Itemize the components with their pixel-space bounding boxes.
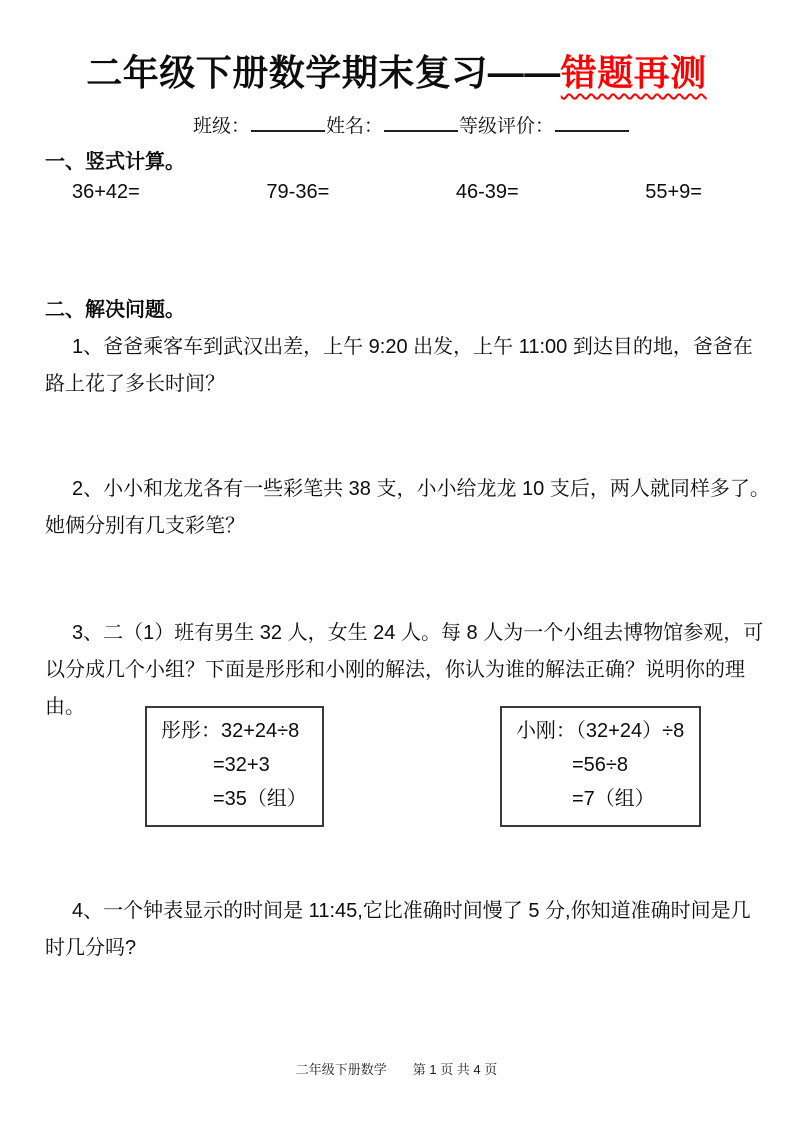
page-title-highlight: 错题再测 [560,52,707,93]
footer-course-name: 二年级下册数学 [295,1062,387,1077]
footer-page-number: 第 1 页 共 4 页 [412,1062,498,1077]
question-1-line-1: 1、爸爸乘客车到武汉出差，上午 9:20 出发，上午 11:00 到达目的地，爸爸在 [72,336,753,358]
grade-label: 等级评价： [459,116,555,137]
page-title [0,0,793,95]
grade-blank-line [555,111,629,132]
name-label: 姓名： [325,116,383,137]
section-2-heading: 二、解决问题。 [45,299,185,321]
tongtong-solution-line-1: 彤彤：32+24÷8 [161,720,300,742]
tongtong-solution-line-2: =32+3 [213,754,270,776]
xiaogang-solution-line-1: 小刚：（32+24）÷8 [515,720,685,742]
solution-boxes-row [145,706,748,827]
question-2-line-2: 她俩分别有几支彩笔？ [45,515,245,537]
question-3-line-1: 3、二（1）班有男生 32 人，女生 24 人。每 8 人为一个小组去博物馆参观，可 [72,622,764,644]
question-3-line-3: 由。 [45,696,85,718]
calc-problem-2: 79-36= [266,181,330,203]
calc-problem-3: 46-39= [455,181,519,203]
section-1-heading: 一、竖式计算。 [45,151,185,173]
question-1-line-2: 路上花了多长时间？ [45,373,225,395]
question-2 [45,471,770,545]
page-title-main: 二年级下册数学期末复习—— [86,52,561,93]
xiaogang-solution-line-2: =56÷8 [571,754,628,776]
xiaogang-solution-box [500,706,701,827]
xiaogang-solution-line-3: =7（组） [571,788,655,810]
calc-problems-row [72,180,702,204]
question-4-line-1: 4、一个钟表显示的时间是 11:45,它比准确时间慢了 5 分,你知道准确时间是几 [72,900,751,922]
tongtong-solution-line-3: =35（组） [213,788,307,810]
calc-problem-4: 55+9= [645,181,702,203]
class-blank-line [251,111,325,132]
page-footer [0,1061,793,1078]
class-label: 班级： [192,116,250,137]
question-4 [45,893,751,967]
calc-problem-1: 36+42= [72,181,140,203]
tongtong-solution-box [145,706,324,827]
worksheet-body [0,150,793,967]
name-blank-line [384,111,458,132]
question-4-line-2: 时几分吗? [45,937,137,959]
question-2-line-1: 2、小小和龙龙各有一些彩笔共 38 支，小小给龙龙 10 支后，两人就同样多了。 [72,478,770,500]
student-info-line [0,111,793,140]
question-3-line-2: 以分成几个小组？下面是彤彤和小刚的解法，你认为谁的解法正确？说明你的理 [45,659,745,681]
question-1 [45,329,753,403]
